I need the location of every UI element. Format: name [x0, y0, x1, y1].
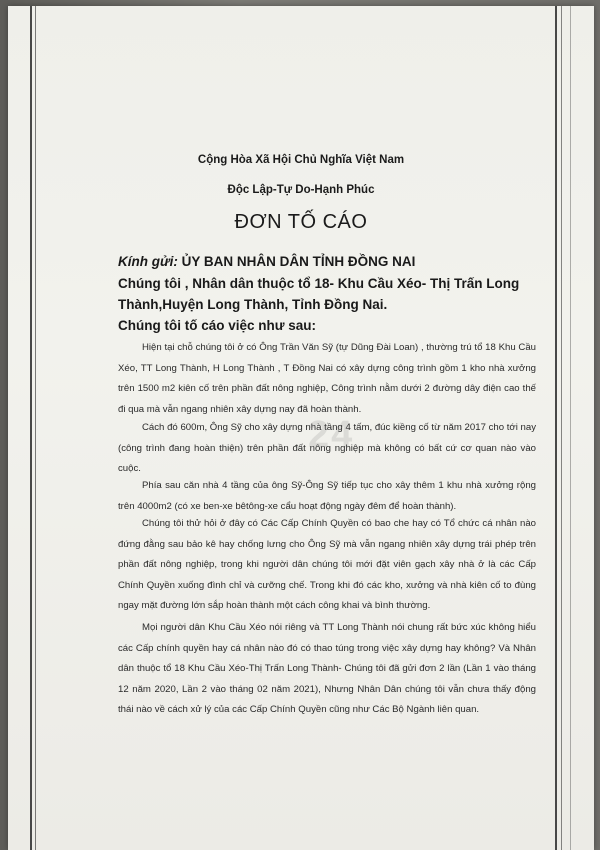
paragraph: Chúng tôi thử hỏi ở đây có Các Cấp Chính Quyền có bao che hay có Tổ chức cá nhân nào đứng đằng sau bảo kê hay chống lưng cho Ông Sỹ mà vẫn ngang nhiên xây dựng trái phép trên phần đất nông nghiệp, trong khi người dân chúng tôi mới đặt viên gạch xây nhà ở là các Cấp Chính Quyền xuống đình chỉ và cưỡng chế. Trong khi đó các kho, xưởng và nhà kiên cố to đùng ngay mặt đường lớn sắp hoàn thành một cách công khai và bình thường.: [118, 518, 536, 611]
national-motto: Độc Lập-Tự Do-Hạnh Phúc: [227, 184, 375, 196]
paragraph: Mọi người dân Khu Cầu Xéo nói riêng và TT Long Thành nói chung rất bức xúc không hiểu các Cấp chính quyền hay cá nhân nào đó có thao túng trong việc xây dựng hay không? Và Nhân dân thuộc tổ 18 Khu Cầu Xéo-Thị Trấn Long Thành- Chúng tôi đã gửi đơn 2 lần (Lần 1 vào tháng 12 năm 2020, Lần 2 vào tháng 02 năm 2021), Nhưng Nhân Dân chúng tôi vẫn chưa thấy động thái nào về cách xử lý của các Cấp Chính Quyền cũng như Các Bộ Ngành liên quan.: [118, 622, 536, 715]
paragraph-5-block: [118, 618, 536, 730]
watermark: 24: [308, 414, 355, 456]
paragraph: Phía sau căn nhà 4 tầng của ông Sỹ-Ông Sỹ tiếp tục cho xây thêm 1 khu nhà xưởng rộng trên 4000m2 (có xe ben-xe bêtông-xe cẩu hoạt động ngày đêm để hoàn thành).: [118, 480, 536, 512]
intro-line-3: Chúng tôi tố cáo việc như sau:: [118, 318, 317, 333]
right-margin-line-thin: [561, 6, 562, 850]
addressee-name: ỦY BAN NHÂN DÂN TỈNH ĐỒNG NAI: [181, 254, 416, 269]
right-margin-line: [555, 6, 557, 850]
national-title: Cộng Hòa Xã Hội Chủ Nghĩa Việt Nam: [197, 154, 405, 166]
intro-line-2: Thành,Huyện Long Thành, Tỉnh Đồng Nai.: [118, 297, 388, 312]
left-margin-line: [30, 6, 32, 850]
intro-line-1: Chúng tôi , Nhân dân thuộc tổ 18- Khu Cầu Xéo- Thị Trấn Long: [118, 276, 520, 291]
paragraph: Hiện tại chỗ chúng tôi ở có Ông Trần Văn Sỹ (tự Dũng Đài Loan) , thường trú tổ 18 Khu Cầu Xéo, TT Long Thành, H Long Thành , T Đồng Nai có xây dựng công trình gồm 1 kho nhà xưởng trên 1500 m2 kiên cố trên phần đất nông nghiệp, Công trình nằm dưới 2 đường dây điện cao thế đi qua mà vẫn ngang nhiên xây dựng nay đã hoàn thành.: [118, 342, 536, 415]
left-margin-line-thin: [35, 6, 36, 850]
paragraph: Cách đó 600m, Ông Sỹ cho xây dựng nhà tầng 4 tấm, đúc kiềng cố từ năm 2017 cho tới nay (công trình đang hoàn thiện) trên phần đất nông nghiệp mà không có bất cứ cơ quan nào vào cuộc.: [118, 422, 536, 474]
document-page: [8, 6, 594, 850]
addressee-label: Kính gửi:: [118, 254, 178, 269]
addressee-line: [118, 254, 415, 269]
right-margin-line-faint: [570, 6, 571, 850]
document-title: ĐƠN TỐ CÁO: [234, 211, 368, 233]
paragraph-4-block: [118, 514, 536, 626]
